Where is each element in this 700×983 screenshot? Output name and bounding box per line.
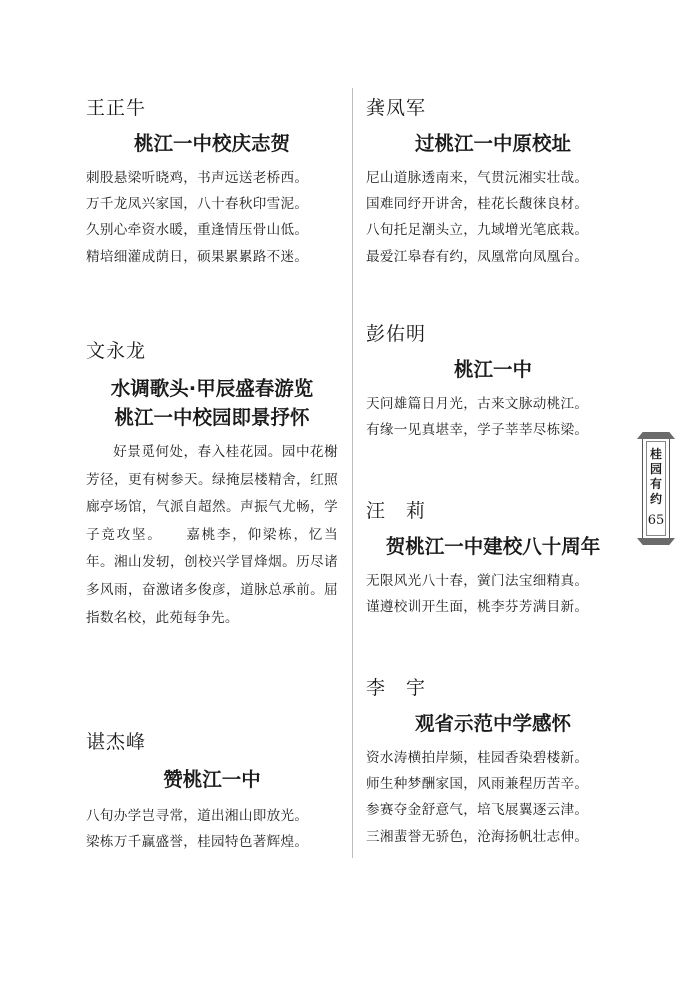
poem-line: 万千龙凤兴家国，八十春秋印雪泥。	[86, 196, 309, 213]
poem-author: 汪 莉	[366, 500, 427, 522]
poem-line: 有缘一见真堪幸，学子莘莘尽栋梁。	[366, 422, 589, 439]
poem-title-line-1: 水调歌头·甲辰盛春游览	[110, 377, 314, 400]
poem-line: 梁栋万千赢盛誉，桂园特色著辉煌。	[86, 834, 309, 851]
section-name-char: 桂	[649, 447, 662, 461]
poem-title-line-2: 桃江一中校园即景抒怀	[114, 406, 310, 429]
poem-wang-li	[366, 499, 620, 620]
poem-line: 资水涛横拍岸频，桂园香染碧楼新。	[366, 750, 589, 766]
section-name-char: 园	[649, 462, 662, 476]
poem-line: 最爱江皋春有约，凤凰常向凤凰台。	[366, 248, 589, 265]
poem-li-yu	[366, 676, 620, 850]
section-side-tab	[642, 437, 670, 540]
poem-line: 三湘蜚誉无骄色，沧海扬帆壮志伸。	[366, 828, 589, 845]
poem-chen-jiefeng	[86, 730, 338, 855]
page-number: 65	[647, 513, 665, 528]
tab-cap-top	[637, 432, 675, 439]
poem-line: 八旬办学岂寻常，道出湘山即放光。	[86, 808, 309, 824]
tab-cap-bottom	[637, 538, 675, 545]
poem-line: 无限风光八十春，黉门法宝细精真。	[366, 573, 589, 589]
poem-line: 八旬托足潮头立，九域增光笔底栽。	[366, 222, 589, 239]
poem-title: 桃江一中	[453, 358, 532, 381]
poem-wen-yonglong	[86, 339, 338, 632]
poem-author: 王正牛	[86, 97, 147, 119]
poem-title: 赞桃江一中	[163, 768, 261, 791]
section-name-char: 约	[649, 492, 662, 506]
poem-title: 桃江一中校庆志贺	[133, 132, 290, 155]
poem-line: 精培细灌成荫日，硕果累累路不迷。	[86, 248, 309, 265]
section-name-char: 有	[649, 477, 662, 491]
poem-peng-youming	[366, 322, 620, 443]
poem-line: 谨遵校训开生面，桃李芬芳满目新。	[366, 599, 589, 616]
poem-author: 李 宇	[366, 677, 427, 699]
poem-author: 彭佑明	[366, 323, 427, 345]
poem-author: 文永龙	[86, 340, 147, 362]
poem-wang-zhengniu	[86, 96, 338, 270]
column-divider	[352, 88, 353, 858]
poem-title: 观省示范中学感怀	[414, 712, 571, 735]
poem-title: 过桃江一中原校址	[414, 132, 571, 155]
poem-line: 尼山道脉透南来，气贯沅湘实壮哉。	[366, 170, 589, 186]
section-name-vertical	[643, 447, 669, 507]
poem-title: 贺桃江一中建校八十周年	[385, 535, 601, 558]
poem-line: 刺股悬梁听晓鸡，书声远送老桥西。	[86, 170, 309, 186]
poem-line: 国难同纾开讲舍，桂花长馥徕良材。	[366, 196, 589, 213]
poem-prose: 好景觅何处，春入桂花园。园中花榭芳径，更有树参天。绿掩层楼精舍，红照廊亭场馆，气派自超然。声振气尤畅，学子竞攻坚。 嘉桃李，仰梁栋，忆当年。湘山发轫，创校兴学冒烽烟。历尽诸多风雨，奋激诸多俊彦，道脉总承前。屈指数名校，此苑每争先。	[86, 444, 338, 626]
poem-author: 龚凤军	[366, 97, 427, 119]
poem-author: 谌杰峰	[86, 731, 147, 753]
poem-line: 久别心牵资水暖，重逢情压骨山低。	[86, 222, 309, 239]
poem-line: 天问雄篇日月光，古来文脉动桃江。	[366, 396, 589, 412]
poem-line: 参赛夺金舒意气，培飞展翼逐云津。	[366, 802, 589, 819]
poem-gong-fengjun	[366, 96, 620, 270]
poem-line: 师生种梦酬家国，风雨兼程历苦辛。	[366, 776, 589, 793]
